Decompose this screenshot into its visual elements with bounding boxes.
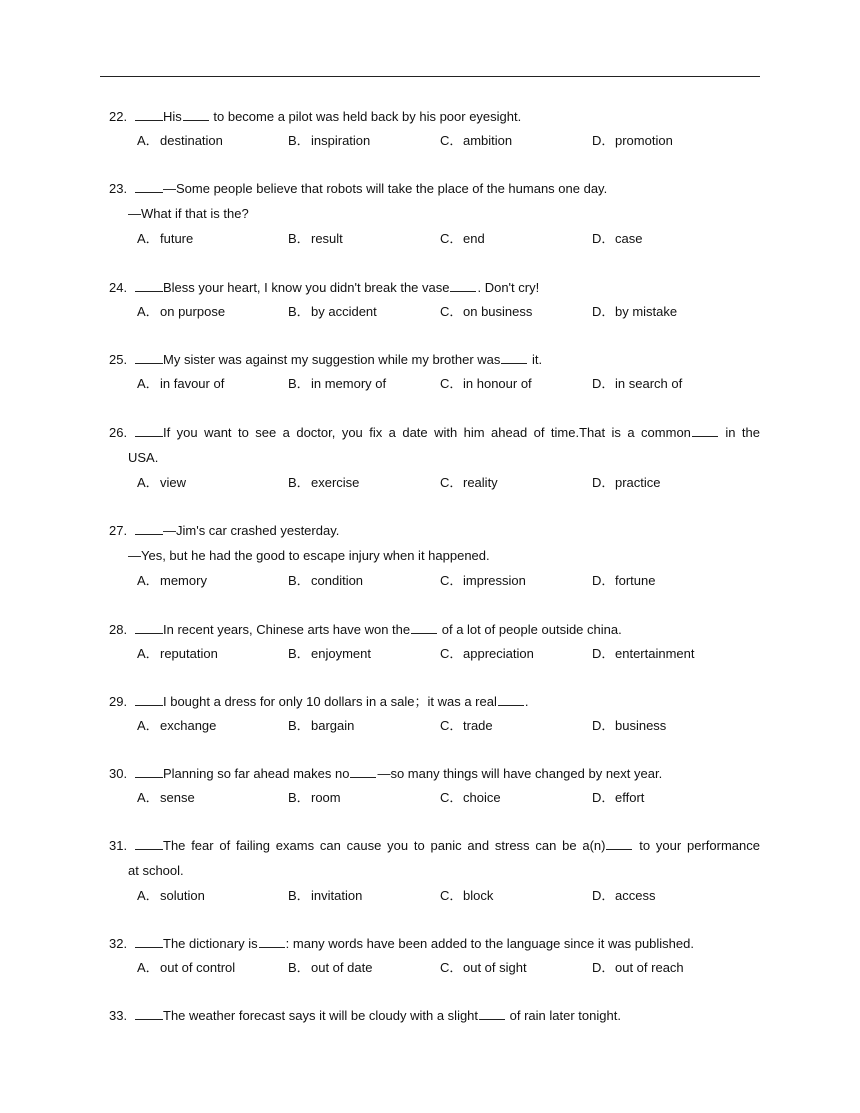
option-d[interactable] — [592, 790, 644, 806]
option-a[interactable] — [137, 475, 186, 491]
answer-blank[interactable] — [135, 765, 163, 778]
option-letter: D． — [592, 475, 615, 490]
question-text: at school. — [128, 863, 184, 878]
question-32 — [109, 935, 694, 952]
option-c[interactable] — [440, 646, 534, 662]
option-letter: A． — [137, 960, 159, 975]
question-number: 32. — [109, 936, 128, 951]
question-text: Planning so far ahead makes no — [163, 766, 350, 781]
answer-blank[interactable] — [498, 693, 524, 706]
question-number: 27. — [109, 523, 128, 538]
option-b[interactable] — [288, 231, 343, 247]
option-text: view — [160, 475, 187, 490]
option-text: sense — [160, 790, 195, 805]
question-text: . — [524, 694, 529, 709]
option-text: in honour of — [463, 376, 532, 391]
question-28 — [109, 621, 622, 638]
option-d[interactable] — [592, 888, 655, 904]
option-letter: A． — [137, 718, 159, 733]
option-letter: A． — [137, 475, 159, 490]
question-text: His — [163, 109, 182, 124]
question-number: 26. — [109, 425, 128, 440]
option-text: in memory of — [311, 376, 387, 391]
option-letter: A． — [137, 790, 159, 805]
question-27 — [109, 522, 339, 539]
answer-blank[interactable] — [692, 424, 718, 437]
option-b[interactable] — [288, 718, 354, 734]
question-text: —Jim's car crashed yesterday. — [163, 523, 340, 538]
option-text: room — [311, 790, 341, 805]
answer-blank[interactable] — [135, 522, 163, 535]
answer-blank[interactable] — [135, 351, 163, 364]
option-a[interactable] — [137, 646, 218, 662]
option-text: practice — [615, 475, 661, 490]
option-a[interactable] — [137, 231, 193, 247]
option-letter: B． — [288, 475, 310, 490]
option-a[interactable] — [137, 790, 195, 806]
question-text: to escape injury when it happened. — [285, 548, 490, 563]
option-text: effort — [615, 790, 645, 805]
answer-blank[interactable] — [411, 621, 437, 634]
option-letter: C． — [440, 475, 463, 490]
option-letter: D． — [592, 376, 615, 391]
answer-blank[interactable] — [350, 765, 376, 778]
option-letter: D． — [592, 573, 615, 588]
option-a[interactable] — [137, 960, 235, 976]
option-c[interactable] — [440, 475, 498, 491]
option-b[interactable] — [288, 133, 370, 149]
answer-blank[interactable] — [135, 1007, 163, 1020]
answer-blank[interactable] — [259, 935, 285, 948]
option-text: out of reach — [615, 960, 684, 975]
question-number: 23. — [109, 181, 128, 196]
option-c[interactable] — [440, 133, 512, 149]
option-letter: B． — [288, 304, 310, 319]
answer-blank[interactable] — [450, 279, 476, 292]
answer-blank[interactable] — [135, 279, 163, 292]
option-letter: C． — [440, 231, 463, 246]
question-number: 25. — [109, 352, 128, 367]
option-d[interactable] — [592, 376, 682, 392]
option-letter: B． — [288, 960, 310, 975]
option-letter: D． — [592, 304, 615, 319]
answer-blank[interactable] — [606, 837, 632, 850]
option-letter: A． — [137, 231, 159, 246]
option-b[interactable] — [288, 646, 371, 662]
option-a[interactable] — [137, 718, 216, 734]
answer-blank[interactable] — [479, 1007, 505, 1020]
option-letter: B． — [288, 133, 310, 148]
question-31 — [109, 837, 760, 854]
option-a[interactable] — [137, 304, 225, 320]
answer-blank[interactable] — [135, 180, 163, 193]
option-text: promotion — [615, 133, 673, 148]
option-a[interactable] — [137, 573, 207, 589]
option-d[interactable] — [592, 231, 642, 247]
option-letter: D． — [592, 133, 615, 148]
option-text: invitation — [311, 888, 363, 903]
question-number: 22. — [109, 109, 128, 124]
question-30 — [109, 765, 662, 782]
question-text: —Some people believe that robots will take the place of the humans one day. — [163, 181, 608, 196]
option-d[interactable] — [592, 304, 677, 320]
question-25 — [109, 351, 542, 368]
question-text: of rain later tonight. — [506, 1008, 621, 1023]
question-text: I bought a dress for only 10 dollars in a sale；it was a real — [163, 694, 497, 709]
answer-blank[interactable] — [135, 837, 163, 850]
option-letter: D． — [592, 718, 615, 733]
question-text: to become a pilot was held back by his poor eyesight. — [209, 109, 522, 124]
question-26 — [109, 424, 760, 441]
option-text: block — [463, 888, 494, 903]
option-text: access — [615, 888, 656, 903]
option-b[interactable] — [288, 376, 386, 392]
answer-blank[interactable] — [135, 108, 163, 121]
question-text: —Yes, but he had the good — [128, 548, 286, 563]
question-text: The dictionary is — [163, 936, 258, 951]
question-continuation — [128, 450, 158, 466]
question-23 — [109, 180, 607, 197]
option-text: memory — [160, 573, 207, 588]
option-letter: C． — [440, 888, 463, 903]
option-letter: D． — [592, 790, 615, 805]
option-letter: C． — [440, 304, 463, 319]
option-c[interactable] — [440, 573, 526, 589]
question-text: ? — [241, 206, 249, 221]
option-text: out of date — [311, 960, 373, 975]
option-a[interactable] — [137, 133, 223, 149]
question-text: : many words have been added to the language since it was published. — [285, 936, 694, 951]
option-d[interactable] — [592, 133, 673, 149]
question-33 — [109, 1007, 621, 1024]
question-text: Bless your heart, I know you didn't break the vase — [163, 280, 450, 295]
option-b[interactable] — [288, 888, 362, 904]
option-text: result — [311, 231, 343, 246]
option-letter: D． — [592, 231, 615, 246]
option-letter: A． — [137, 376, 159, 391]
option-c[interactable] — [440, 960, 527, 976]
option-text: end — [463, 231, 485, 246]
option-letter: C． — [440, 960, 463, 975]
option-c[interactable] — [440, 888, 493, 904]
option-text: ambition — [463, 133, 513, 148]
answer-blank[interactable] — [135, 424, 163, 437]
option-letter: B． — [288, 718, 310, 733]
option-text: case — [615, 231, 643, 246]
option-text: bargain — [311, 718, 355, 733]
option-c[interactable] — [440, 304, 532, 320]
question-number: 29. — [109, 694, 128, 709]
option-c[interactable] — [440, 376, 532, 392]
option-letter: A． — [137, 646, 159, 661]
option-d[interactable] — [592, 960, 684, 976]
header-rule — [100, 76, 760, 77]
option-c[interactable] — [440, 231, 485, 247]
option-b[interactable] — [288, 304, 377, 320]
question-continuation — [128, 863, 184, 879]
question-text: . Don't cry! — [477, 280, 540, 295]
option-text: on business — [463, 304, 533, 319]
question-continuation — [128, 548, 490, 564]
option-letter: A． — [137, 304, 159, 319]
option-text: out of control — [160, 960, 236, 975]
answer-blank[interactable] — [135, 621, 163, 634]
question-text: —What if that is the — [128, 206, 242, 221]
option-d[interactable] — [592, 475, 661, 491]
option-text: future — [160, 231, 194, 246]
option-letter: C． — [440, 376, 463, 391]
question-text: The weather forecast says it will be cloudy with a slight — [163, 1008, 479, 1023]
option-letter: B． — [288, 376, 310, 391]
option-text: exchange — [160, 718, 217, 733]
option-letter: B． — [288, 573, 310, 588]
option-text: by mistake — [615, 304, 678, 319]
option-text: out of sight — [463, 960, 527, 975]
question-number: 30. — [109, 766, 128, 781]
answer-blank[interactable] — [501, 351, 527, 364]
option-text: impression — [463, 573, 526, 588]
option-letter: D． — [592, 960, 615, 975]
option-text: business — [615, 718, 667, 733]
question-text: My sister was against my suggestion while my brother was — [163, 352, 501, 367]
option-text: in search of — [615, 376, 683, 391]
question-continuation — [128, 206, 249, 222]
option-d[interactable] — [592, 718, 666, 734]
option-text: destination — [160, 133, 223, 148]
option-letter: C． — [440, 573, 463, 588]
option-text: condition — [311, 573, 364, 588]
question-29 — [109, 693, 528, 710]
option-b[interactable] — [288, 960, 372, 976]
option-a[interactable] — [137, 376, 224, 392]
option-letter: C． — [440, 790, 463, 805]
option-letter: D． — [592, 646, 615, 661]
option-text: fortune — [615, 573, 656, 588]
option-text: reality — [463, 475, 498, 490]
question-text: —so many things will have changed by next year. — [377, 766, 663, 781]
question-22 — [109, 108, 521, 125]
answer-blank[interactable] — [135, 935, 163, 948]
option-d[interactable] — [592, 646, 695, 662]
question-text: of a lot of people outside china. — [438, 622, 622, 637]
option-a[interactable] — [137, 888, 205, 904]
question-text: USA. — [128, 450, 159, 465]
option-b[interactable] — [288, 790, 341, 806]
question-number: 33. — [109, 1008, 128, 1023]
question-24 — [109, 279, 539, 296]
question-text: in the — [718, 425, 760, 440]
option-letter: C． — [440, 718, 463, 733]
answer-blank[interactable] — [183, 108, 209, 121]
option-letter: D． — [592, 888, 615, 903]
answer-blank[interactable] — [135, 693, 163, 706]
option-d[interactable] — [592, 573, 655, 589]
option-text: exercise — [311, 475, 360, 490]
option-text: inspiration — [311, 133, 371, 148]
option-text: by accident — [311, 304, 377, 319]
option-text: enjoyment — [311, 646, 371, 661]
question-text: it. — [528, 352, 543, 367]
option-letter: B． — [288, 231, 310, 246]
option-text: solution — [160, 888, 205, 903]
question-text: If you want to see a doctor, you fix a date with him ahead of time.That is a common — [163, 425, 691, 440]
option-text: choice — [463, 790, 501, 805]
question-number: 28. — [109, 622, 128, 637]
question-text: In recent years, Chinese arts have won the — [163, 622, 411, 637]
option-text: in favour of — [160, 376, 225, 391]
option-letter: A． — [137, 133, 159, 148]
option-letter: B． — [288, 646, 310, 661]
option-text: reputation — [160, 646, 218, 661]
option-letter: B． — [288, 888, 310, 903]
option-c[interactable] — [440, 790, 501, 806]
option-letter: C． — [440, 133, 463, 148]
option-text: entertainment — [615, 646, 695, 661]
option-b[interactable] — [288, 573, 363, 589]
question-text: to your performance — [633, 838, 760, 853]
option-letter: B． — [288, 790, 310, 805]
option-c[interactable] — [440, 718, 493, 734]
question-number: 31. — [109, 838, 128, 853]
option-letter: A． — [137, 573, 159, 588]
option-text: on purpose — [160, 304, 226, 319]
question-text: The fear of failing exams can cause you to panic and stress can be a(n) — [163, 838, 606, 853]
option-letter: C． — [440, 646, 463, 661]
option-letter: A． — [137, 888, 159, 903]
option-b[interactable] — [288, 475, 359, 491]
option-text: trade — [463, 718, 493, 733]
option-text: appreciation — [463, 646, 534, 661]
question-number: 24. — [109, 280, 128, 295]
